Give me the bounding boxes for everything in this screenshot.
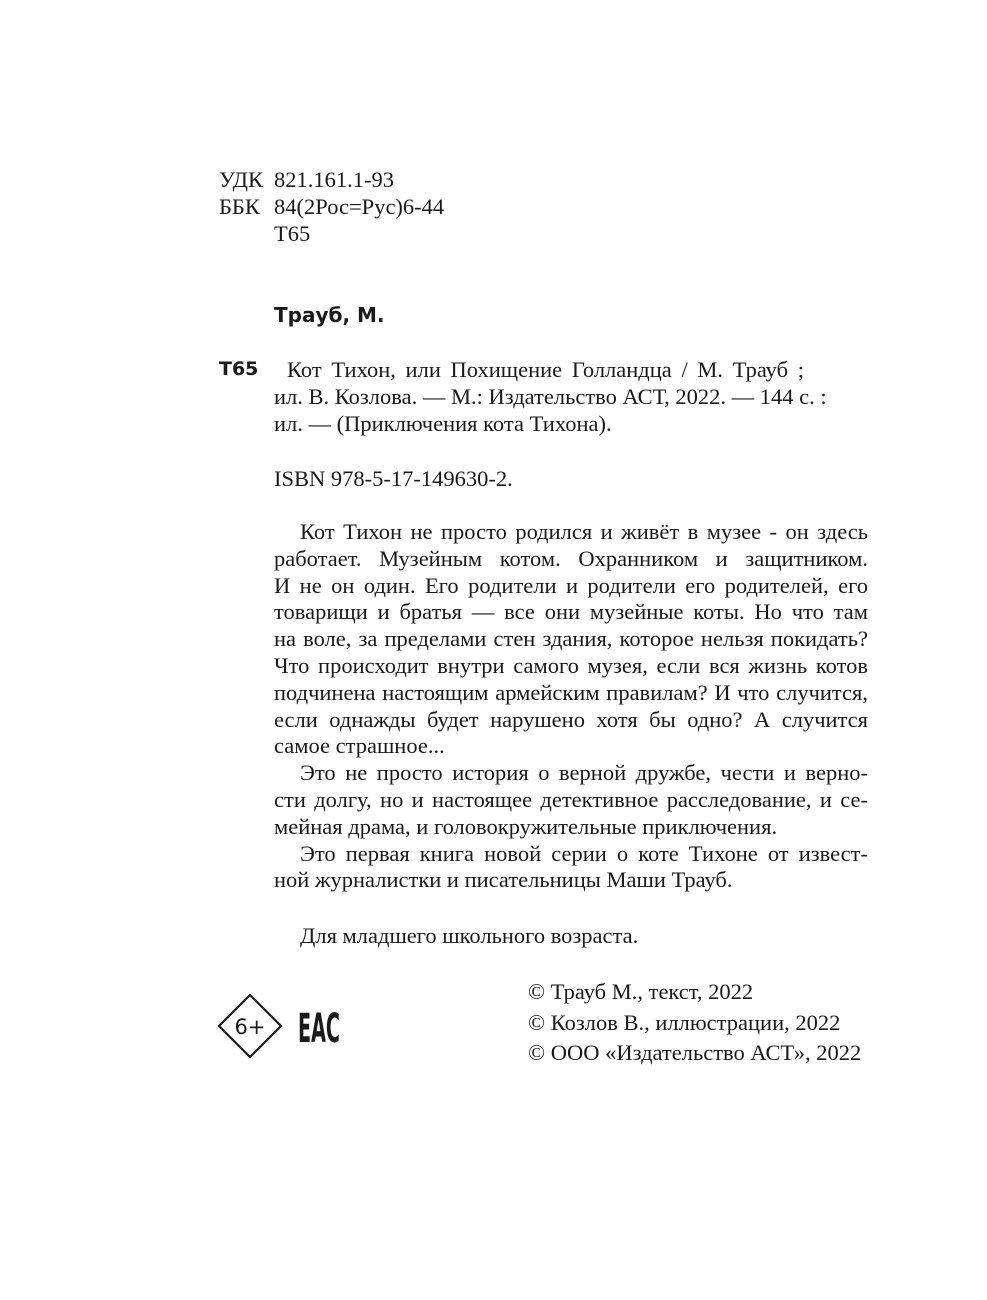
copyright-line: © ООО «Издательство АСТ», 2022 [528, 1040, 862, 1065]
author-mark-code: Т65 [274, 221, 311, 246]
author-heading: Трауб, М. [274, 303, 385, 327]
entry-author-mark: Т65 [219, 358, 259, 380]
copyright-line: © Трауб М., текст, 2022 [528, 979, 754, 1004]
annotation-line: Это не просто история о верной дружбе, чести и верно- [300, 760, 868, 786]
annotation-line: Кот Тихон не просто родился и живёт в музее - он здесь [300, 519, 868, 544]
isbn: ISBN 978-5-17-149630-2. [274, 466, 513, 491]
eac-logo [298, 1006, 340, 1052]
age-recommendation: Для младшего школьного возраста. [300, 923, 639, 948]
copyright-line: © Козлов В., иллюстрации, 2022 [528, 1010, 841, 1035]
annotation-line: Это первая книга новой серии о коте Тихоне от извест- [300, 840, 868, 866]
bibliographic-entry [274, 356, 827, 437]
annotation-line: мейная драма, и головокружительные приключения. [274, 813, 778, 839]
eac-logo-text: ЕАС [298, 1006, 340, 1052]
annotation-line: Что происходит внутри самого музея, если вся жизнь котов [274, 652, 868, 678]
annotation-line: самое страшное... [274, 733, 445, 759]
age-rating-text: 6+ [234, 1015, 266, 1039]
annotation-line: работает. Музейным котом. Охранником и защитником. [274, 545, 868, 571]
bbk-label: ББК [219, 194, 260, 219]
annotation-line: товарищи и братья — все они музейные коты. Но что там [274, 599, 868, 625]
certification-marks [217, 993, 357, 1059]
udk-label: УДК [219, 167, 264, 192]
annotation-line: сти долгу, но и настоящее детективное расследование, и се- [274, 786, 868, 812]
annotation-line: подчинена настоящим армейским правилам? И что случится, [274, 679, 868, 705]
udk-value: 821.161.1-93 [274, 167, 394, 192]
age-rating-badge [219, 995, 281, 1057]
annotation-line: если однажды будет нарушено хотя бы одно? А случится [274, 706, 868, 732]
annotation-line: на воле, за пределами стен здания, которое нельзя покидать? [274, 626, 868, 652]
annotation-line: ной журналистки и писательницы Маши Трауб. [274, 867, 733, 893]
bbk-value: 84(2Рос=Рус)6-44 [274, 194, 445, 219]
biblio-line-3: ил. — (Приключения кота Тихона). [274, 411, 612, 436]
biblio-line-2: ил. В. Козлова. — М.: Издательство АСТ, 2022. — 144 с. : [274, 384, 827, 409]
annotation-line: И не он один. Его родители и родители его родителей, его [274, 572, 868, 598]
biblio-line-1: Кот Тихон, или Похищение Голландца / М. Трауб ; [287, 357, 804, 382]
annotation [274, 519, 868, 894]
